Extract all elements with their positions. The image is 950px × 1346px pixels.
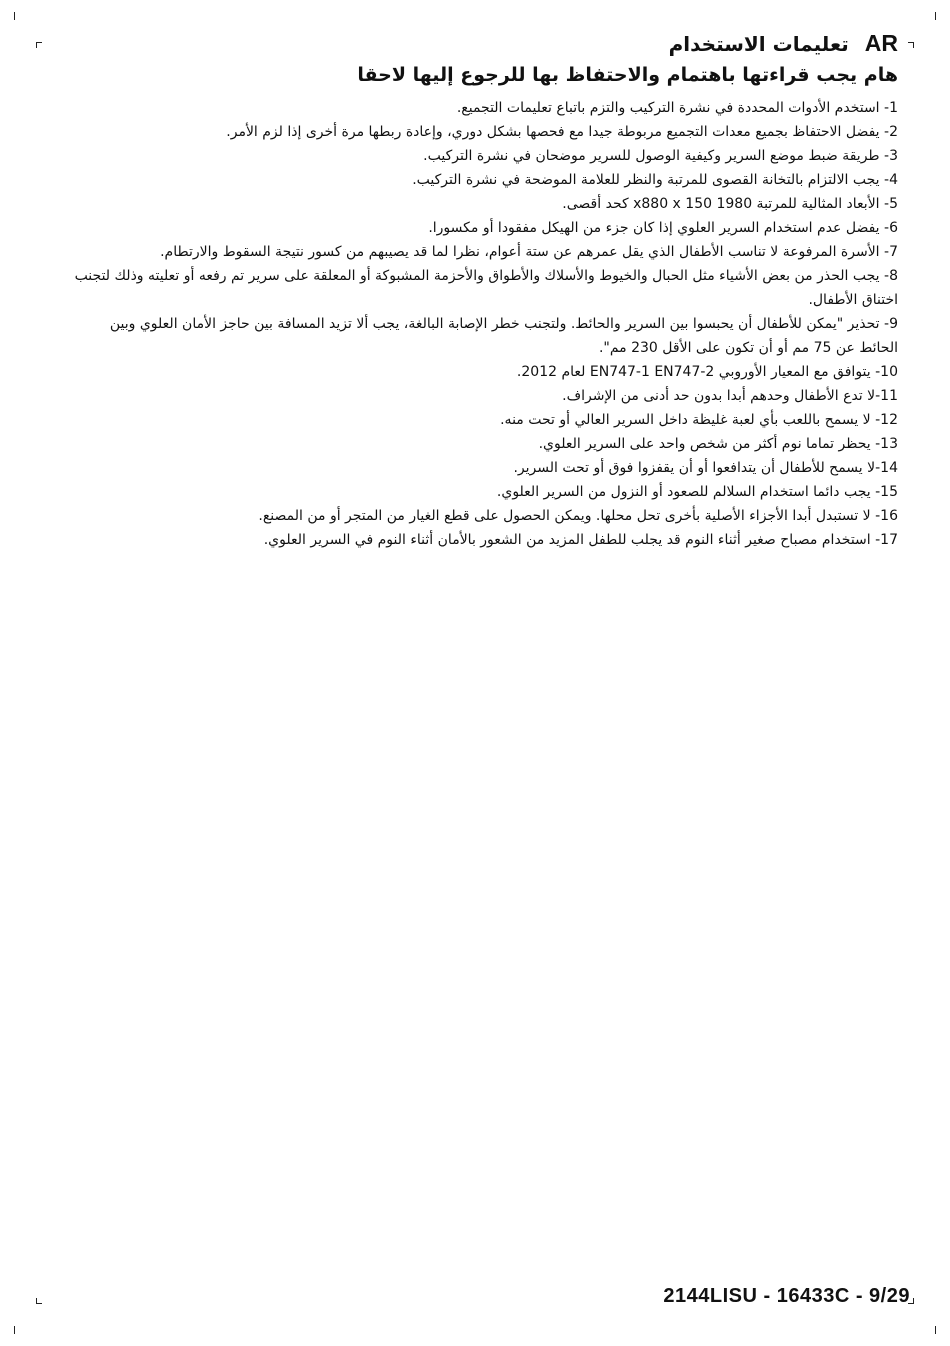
crop-mark-top-right-inner bbox=[908, 42, 914, 48]
instruction-item-6: 6- يفضل عدم استخدام السرير العلوي إذا كان جزء من الهيكل مفقودا أو مكسورا. bbox=[428, 220, 898, 236]
language-code: AR bbox=[864, 30, 898, 56]
crop-mark-bottom-right bbox=[927, 1326, 936, 1334]
page-footer-reference: 2144LISU - 16433C - 9/29 bbox=[663, 1285, 910, 1307]
instruction-item-7: 7- الأسرة المرفوعة لا تناسب الأطفال الذي يقل عمرهم عن ستة أعوام، نظرا لما قد يصيبهم من كسور نتيجة السقوط والارتطام. bbox=[160, 244, 898, 260]
instruction-item-15: 15- يجب دائما استخدام السلالم للصعود أو النزول من السرير العلوي. bbox=[496, 484, 898, 500]
instruction-item-17: 17- استخدام مصباح صغير أثناء النوم قد يجلب للطفل المزيد من الشعور بالأمان أثناء النوم في السرير العلوي. bbox=[263, 532, 898, 548]
instruction-item-1: 1- استخدم الأدوات المحددة في نشرة التركيب والتزم باتباع تعليمات التجميع. bbox=[456, 100, 898, 116]
instruction-item-12: 12- لا يسمح باللعب بأي لعبة غليظة داخل السرير العالي أو تحت منه. bbox=[500, 412, 898, 428]
instruction-item-2: 2- يفضل الاحتفاظ بجميع معدات التجميع مربوطة جيدا مع فحصها بشكل دوري، وإعادة ربطها مرة أخرى إذا لزم الأمر. bbox=[226, 124, 898, 140]
crop-mark-bottom-left bbox=[14, 1326, 23, 1334]
crop-mark-top-left-inner bbox=[36, 42, 42, 48]
instruction-item-9: 9- تحذير "يمكن للأطفال أن يحبسوا بين السرير والحائط. ولتجنب خطر الإصابة البالغة، يجب ألا تزيد المسافة بين حاجز الأمان العلوي وبين الحائط عن 75 مم أو أن تكون على الأقل 230 مم". bbox=[109, 316, 898, 356]
page-header bbox=[669, 30, 898, 57]
page-title: تعليمات الاستخدام bbox=[668, 32, 849, 56]
instruction-item-14: 14-لا يسمح للأطفال أن يتدافعوا أو أن يقفزوا فوق أو تحت السرير. bbox=[513, 460, 898, 476]
instruction-item-16: 16- لا تستبدل أبدا الأجزاء الأصلية بأخرى تحل محلها. ويمكن الحصول على قطع الغيار من المتجر أو من المصنع. bbox=[258, 508, 898, 524]
instruction-item-3: 3- طريقة ضبط موضع السرير وكيفية الوصول للسرير موضحان في نشرة التركيب. bbox=[423, 148, 898, 164]
instruction-item-5: 5- الأبعاد المثالية للمرتبة 1980 x880 x 150 كحد أقصى. bbox=[562, 196, 898, 212]
instructions-list bbox=[73, 96, 898, 552]
instruction-item-11: 11-لا تدع الأطفال وحدهم أبدا بدون حد أدنى من الإشراف. bbox=[562, 388, 898, 404]
instruction-item-4: 4- يجب الالتزام بالتخانة القصوى للمرتبة والنظر للعلامة الموضحة في نشرة التركيب. bbox=[412, 172, 898, 188]
crop-mark-top-left bbox=[14, 12, 23, 20]
instruction-item-10: 10- يتوافق مع المعيار الأوروبي EN747-1 EN747-2 لعام 2012. bbox=[516, 364, 898, 380]
crop-mark-bottom-left-inner bbox=[36, 1298, 42, 1304]
crop-mark-top-right bbox=[927, 12, 936, 20]
instruction-item-13: 13- يحظر تماما نوم أكثر من شخص واحد على السرير العلوي. bbox=[538, 436, 898, 452]
instruction-item-8: 8- يجب الحذر من بعض الأشياء مثل الحبال والخيوط والأسلاك والأطواق والأحزمة المشبوكة أو المعلقة على سرير تم رفعه أو تعليته وذلك لتجنب اختناق الأطفال. bbox=[74, 268, 898, 308]
important-notice-heading: هام يجب قراءتها باهتمام والاحتفاظ بها للرجوع إليها لاحقا bbox=[357, 64, 898, 86]
